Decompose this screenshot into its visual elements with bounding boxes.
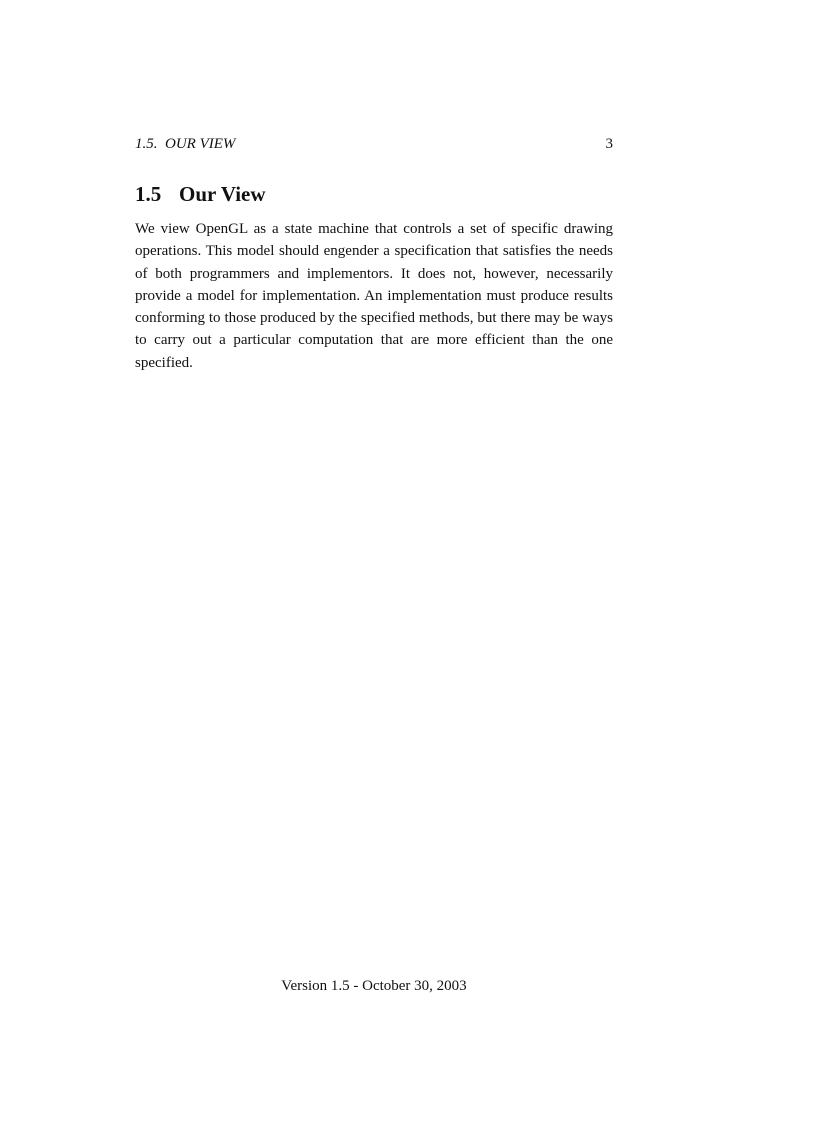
page-footer: Version 1.5 - October 30, 2003 xyxy=(281,978,467,994)
page-number: 3 xyxy=(605,136,613,152)
running-header xyxy=(135,134,613,154)
section-heading xyxy=(135,180,266,208)
running-header-section: 1.5. OUR VIEW xyxy=(135,136,236,152)
section-title: Our View xyxy=(179,182,266,206)
body-paragraph: We view OpenGL as a state machine that controls a set of specific drawing operations. This model should engender a specification that satisfies the needs of both programmers and implementors. It does not, however, necessarily provide a model for implementation. An implementation must produce results conforming to those produced by the specified methods, but there may be ways to carry out a particular computation that are more efficient than the one specified. xyxy=(135,221,613,371)
section-number: 1.5 xyxy=(135,182,162,206)
